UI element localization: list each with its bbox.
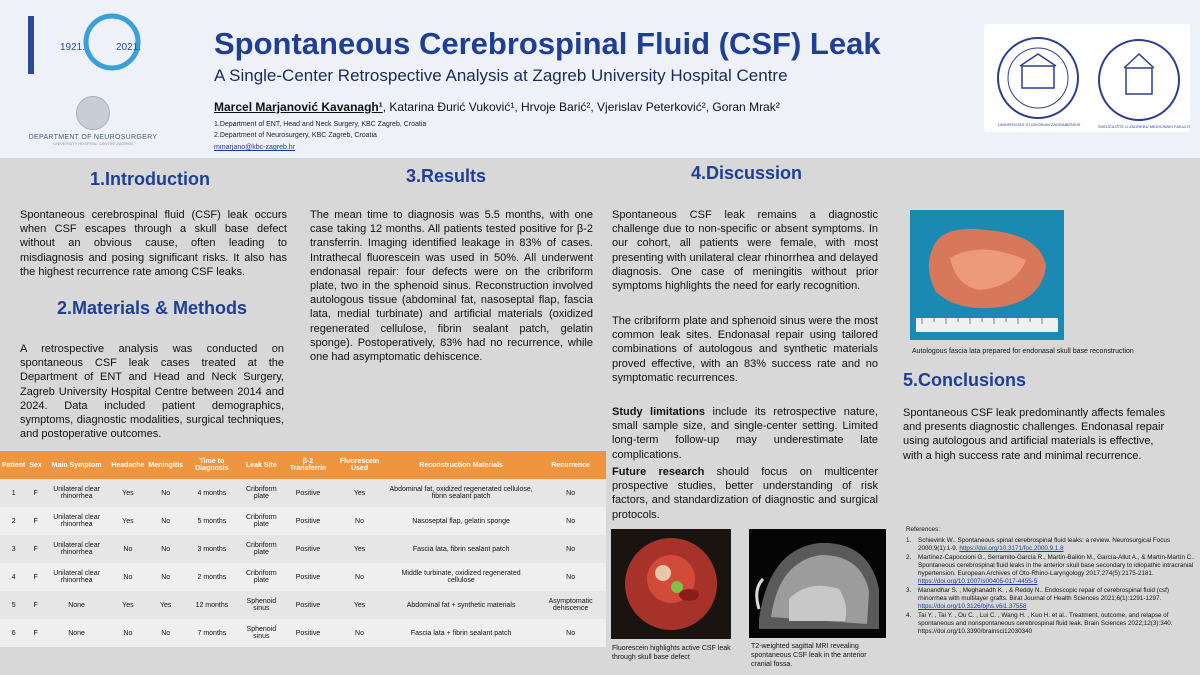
table-header-cell: Patient bbox=[0, 451, 27, 479]
fascia-lata-image bbox=[910, 210, 1064, 340]
mri-caption: T2-weighted sagittal MRI revealing spontaneous CSF leak in the anterior cranial fossa. bbox=[751, 643, 867, 668]
university-seals bbox=[984, 24, 1190, 132]
reference-doi-link[interactable]: https://doi.org/10.3126/bjhs.v6i1.37558 bbox=[918, 603, 1027, 610]
table-row bbox=[0, 591, 606, 619]
reference-text: Tai Y. , Tai Y. , Ou C. , Lui C. , Wang H. , Kuo H. et al.. Treatment, outcome, and relapse of spontaneous and nonspontaneous cerebrospinal fluid leak. Brain Sciences 2022;12(3):340. https://doi.org/10.3390/brainsci12030340 bbox=[918, 612, 1173, 635]
table-cell: No bbox=[146, 535, 185, 563]
table-cell: Cribriform plate bbox=[239, 535, 284, 563]
table-cell: Positive bbox=[284, 535, 332, 563]
discussion-text-1: Spontaneous CSF leak remains a diagnostic challenge due to non-specific or absent symptoms. In our cohort, all patients were female, with most presenting with unilateral clear rhinorrhea and delayed diagnosis. One case of meningitis without prior symptoms highlights the need for early recognition. bbox=[612, 209, 878, 293]
co-authors: , Katarina Đurić Vuković¹, Hrvoje Barić², Vjerislav Peterković², Goran Mrak² bbox=[382, 100, 780, 114]
table-cell: Unilateral clear rhinorrhea bbox=[44, 507, 110, 535]
table-cell: No bbox=[146, 479, 185, 507]
endoscopy-caption: Fluorescein highlights active CSF leak through skull base defect bbox=[612, 645, 731, 661]
table-header-cell: Meningitis bbox=[146, 451, 185, 479]
table-header-cell: Reconstruction Materials bbox=[387, 451, 535, 479]
dept-logo bbox=[18, 96, 168, 146]
introduction-heading: 1.Introduction bbox=[90, 169, 210, 189]
table-cell: Fascia lata, fibrin sealant patch bbox=[387, 535, 535, 563]
table-header-cell: Recurrence bbox=[535, 451, 606, 479]
table-row bbox=[0, 507, 606, 535]
table-cell: 3 bbox=[0, 535, 27, 563]
table-header-cell: Time to Diagnosis bbox=[185, 451, 239, 479]
references-heading: References: bbox=[906, 526, 940, 533]
table-header-cell: Main Symptom bbox=[44, 451, 110, 479]
table-cell: Unilateral clear rhinorrhea bbox=[44, 479, 110, 507]
table-cell: Middle turbinate, oxidized regenerated cellulose bbox=[387, 563, 535, 591]
centenary-logo bbox=[22, 12, 162, 82]
reference-item bbox=[906, 537, 1196, 553]
reference-number: 1. bbox=[906, 537, 912, 544]
table-cell: Yes bbox=[109, 591, 146, 619]
discussion-text-2: The cribriform plate and sphenoid sinus were the most common leak sites. Endonasal repair using tailored combinations of autologous and synthetic materials proved effective, with an 83% success rate and no symptomatic recurrences. bbox=[612, 315, 878, 384]
table-cell: No bbox=[535, 535, 606, 563]
references bbox=[906, 526, 1196, 637]
first-author: Marcel Marjanović Kavanagh¹ bbox=[214, 100, 383, 114]
table-cell: 7 months bbox=[185, 619, 239, 647]
table-cell: No bbox=[146, 563, 185, 591]
reference-number: 4. bbox=[906, 612, 912, 619]
table-header-cell: Headache bbox=[109, 451, 146, 479]
table-cell: Yes bbox=[146, 591, 185, 619]
fascia-lata-caption: Autologous fascia lata prepared for endonasal skull base reconstruction bbox=[912, 348, 1134, 355]
table-cell: No bbox=[332, 507, 387, 535]
table-cell: Nasoseptal flap, gelatin sponge bbox=[387, 507, 535, 535]
future-research bbox=[612, 465, 878, 522]
reference-body bbox=[918, 587, 1196, 611]
table-cell: No bbox=[535, 479, 606, 507]
table-cell: F bbox=[27, 507, 43, 535]
table-cell: 2 months bbox=[185, 563, 239, 591]
table-cell: Sphenoid sinus bbox=[239, 619, 284, 647]
mri-image bbox=[749, 529, 886, 638]
reference-body bbox=[918, 554, 1196, 586]
table-cell: F bbox=[27, 535, 43, 563]
future-label: Future research bbox=[612, 466, 705, 478]
reference-text: Martínez-Capoccioni G., Serramito-García R., Martín-Bailón M., García-Allut A., & Martín-Martín C.. Spontaneous cerebrospinal fluid leaks in the anterior skull base secondary to idiopathic intracranial hypertension. European Archives of Oto-Rhino-Laryngology 2017;274(5):2175-2181. bbox=[918, 554, 1195, 577]
table-cell: Sphenoid sinus bbox=[239, 591, 284, 619]
table-cell: None bbox=[44, 619, 110, 647]
table-header-cell: Leak Site bbox=[239, 451, 284, 479]
table-cell: Cribriform plate bbox=[239, 563, 284, 591]
table-cell: Positive bbox=[284, 591, 332, 619]
table-cell: Fascia lata + fibrin sealant patch bbox=[387, 619, 535, 647]
references-list bbox=[906, 537, 1196, 636]
study-limitations bbox=[612, 405, 878, 462]
table-cell: F bbox=[27, 619, 43, 647]
table-cell: 4 months bbox=[185, 479, 239, 507]
table-cell: Positive bbox=[284, 619, 332, 647]
table-cell: Yes bbox=[109, 507, 146, 535]
table-cell: No bbox=[146, 619, 185, 647]
table-cell: Abdominal fat + synthetic materials bbox=[387, 591, 535, 619]
brain-icon bbox=[76, 96, 110, 130]
patient-table bbox=[0, 451, 606, 647]
methods-text: A retrospective analysis was conducted on spontaneous CSF leak cases treated at the Department of ENT and Head and Neck Surgery, Zagreb University Hospital Centre between 2014 and 2024. Data included patient demographics, symptoms, diagnostic modalities, surgical techniques, and postoperative outcomes. bbox=[20, 343, 284, 441]
table-cell: 12 months bbox=[185, 591, 239, 619]
table-cell: Yes bbox=[109, 479, 146, 507]
table-cell: F bbox=[27, 479, 43, 507]
table-header-cell: Sex bbox=[27, 451, 43, 479]
table-cell: No bbox=[109, 563, 146, 591]
dept-sublabel: UNIVERSITY HOSPITAL CENTRE ZAGREB bbox=[53, 141, 133, 146]
reference-text: Schievink W.. Spontaneous spinal cerebrospinal fluid leaks: a review. Neurosurgical Focus 2000;9(1):1-9. bbox=[918, 537, 1171, 552]
table-cell: 4 bbox=[0, 563, 27, 591]
table-cell: No bbox=[535, 507, 606, 535]
reference-item bbox=[906, 554, 1196, 586]
table-header-cell: β-2 Transferrin bbox=[284, 451, 332, 479]
table-cell: 2 bbox=[0, 507, 27, 535]
limitations-label: Study limitations bbox=[612, 406, 706, 418]
table-cell: No bbox=[109, 619, 146, 647]
table-row bbox=[0, 619, 606, 647]
table-cell: Yes bbox=[332, 535, 387, 563]
table-cell: 3 months bbox=[185, 535, 239, 563]
reference-item bbox=[906, 587, 1196, 611]
poster-subtitle: A Single-Center Retrospective Analysis at Zagreb University Hospital Centre bbox=[214, 66, 788, 85]
reference-body bbox=[918, 612, 1196, 636]
table-cell: 5 months bbox=[185, 507, 239, 535]
table-row bbox=[0, 479, 606, 507]
table-header-row bbox=[0, 451, 606, 479]
table-cell: Yes bbox=[332, 479, 387, 507]
table-cell: No bbox=[535, 563, 606, 591]
table-cell: 1 bbox=[0, 479, 27, 507]
table-cell: No bbox=[332, 619, 387, 647]
table-cell: F bbox=[27, 563, 43, 591]
table-cell: F bbox=[27, 591, 43, 619]
table-cell: Yes bbox=[332, 591, 387, 619]
discussion-heading: 4.Discussion bbox=[691, 163, 803, 183]
table-cell: Unilateral clear rhinorrhea bbox=[44, 535, 110, 563]
affiliation-2: 2.Department of Neurosurgery, KBC Zagreb, Croatia bbox=[214, 132, 377, 139]
conclusions-heading: 5.Conclusions bbox=[903, 370, 1027, 390]
university-logos bbox=[984, 24, 1190, 132]
reference-item bbox=[906, 612, 1196, 636]
table-row bbox=[0, 535, 606, 563]
seal-right-text: SVEUČILIŠTE U ZAGREBU MEDICINSKI FAKULTET bbox=[1098, 124, 1190, 129]
table-header-cell: Fluorescein Used bbox=[332, 451, 387, 479]
affiliation-1: 1.Department of ENT, Head and Neck Surgery, KBC Zagreb, Croatia bbox=[214, 121, 427, 128]
author-list bbox=[214, 100, 780, 114]
reference-number: 3. bbox=[906, 587, 912, 594]
methods-heading: 2.Materials & Methods bbox=[57, 298, 248, 318]
contact-email[interactable]: mmarjano@kbc-zagreb.hr bbox=[214, 144, 296, 151]
conclusions-text: Spontaneous CSF leak predominantly affects females and presents diagnostic challenges. Endonasal repair using autologous and artificial materials is effective, with a high success rate and minimal recurrence. bbox=[903, 407, 1166, 462]
seal-left-text: UNIVERSITAS STUDIORUM ZAGRABIENSIS bbox=[998, 122, 1081, 127]
table-cell: No bbox=[109, 535, 146, 563]
table-cell: Positive bbox=[284, 507, 332, 535]
reference-text: Manandhar S. , Meghanadh K. , & Reddy N.. Endoscopic repair of cerebrospinal fluid (csf) rhinorrhea with multilayer grafts. Birat Journal of Health Sciences 2021;6(1):1291-1297. bbox=[918, 587, 1169, 602]
limitations-text: include its retrospective nature, small sample size, and single-center setting. Limited long-term follow-up may underestimate late complications. bbox=[612, 406, 878, 461]
logo-year-start: 1921. bbox=[60, 42, 86, 53]
endoscopy-image bbox=[611, 529, 731, 639]
results-heading: 3.Results bbox=[406, 166, 487, 186]
table-cell: Cribriform plate bbox=[239, 479, 284, 507]
reference-body bbox=[918, 537, 1196, 553]
table-cell: No bbox=[535, 619, 606, 647]
table-cell: Cribriform plate bbox=[239, 507, 284, 535]
poster-title: Spontaneous Cerebrospinal Fluid (CSF) Leak bbox=[214, 26, 881, 61]
table-cell: Positive bbox=[284, 479, 332, 507]
table-cell: No bbox=[332, 563, 387, 591]
table-body bbox=[0, 479, 606, 647]
table-cell: 5 bbox=[0, 591, 27, 619]
table-cell: No bbox=[146, 507, 185, 535]
table-cell: None bbox=[44, 591, 110, 619]
reference-doi-link[interactable]: https://doi.org/10.3171/foc.2000.9.1.8 bbox=[959, 545, 1064, 552]
logo-year-end: 2021. bbox=[116, 42, 142, 53]
future-text: should focus on multicenter prospective studies, better understanding of risk factors, and standardization of diagnostic and surgical protocols. bbox=[612, 466, 878, 521]
table-cell: 6 bbox=[0, 619, 27, 647]
table-cell: Abdominal fat, oxidized regenerated cellulose, fibrin sealant patch bbox=[387, 479, 535, 507]
introduction-text: Spontaneous cerebrospinal fluid (CSF) leak occurs when CSF escapes through a skull base defect without an obvious cause, often leading to misdiagnosis and posing significant risks. It also has the highest recurrence rate among CSF leaks. bbox=[20, 209, 287, 278]
poster-header bbox=[0, 0, 1200, 158]
reference-number: 2. bbox=[906, 554, 912, 561]
table-cell: Positive bbox=[284, 563, 332, 591]
table-cell: Asymptomatic dehiscence bbox=[535, 591, 606, 619]
table-cell: Unilateral clear rhinorrhea bbox=[44, 563, 110, 591]
results-text: The mean time to diagnosis was 5.5 months, with one case taking 12 months. All patients tested positive for β-2 transferrin. Imaging identified leakage in 83% of cases. Intrathecal fluorescein was used in 50%. All underwent endonasal repair: four defects were on the cribriform plate, two in the sphenoid sinus. Reconstruction involved autologous tissue (abdominal fat, nasoseptal flap, fascia lata, medial turbinate) and artificial materials (oxidized regenerated cellulose, fibrin sealant patch, gelatin sponge). Postoperatively, 83% had no recurrence, while one had asymptomatic dehiscence. bbox=[310, 209, 593, 364]
table-row bbox=[0, 563, 606, 591]
dept-label: DEPARTMENT OF NEUROSURGERY bbox=[28, 134, 158, 141]
reference-doi-link[interactable]: https://doi.org/10.1007/s00405-017-4455-5 bbox=[918, 578, 1038, 585]
